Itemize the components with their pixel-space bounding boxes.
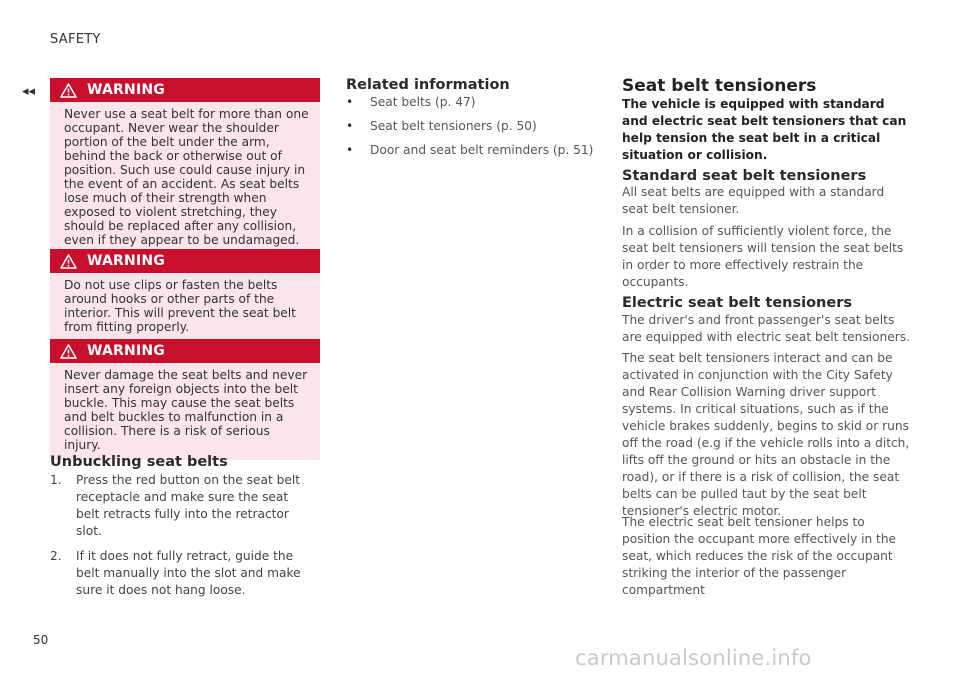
warning-header [50,78,320,102]
watermark: carmanualsonline.info [575,646,812,670]
list-item [50,548,310,599]
step-text: Press the red button on the seat belt receptacle and make sure the seat belt retracts fully into the retractor slot. [76,473,301,538]
warning-text: Do not use clips or fasten the belts around hooks or other parts of the interior. This will prevent the seat belt from fitting properly. [64,278,296,334]
continued-marker: ◂◂ [22,84,36,99]
electric-paragraph-2: The seat belt tensioners interact and can be activated in conjunction with the City Safety and Rear Collision Warning driver support systems. In critical situations, such as if the vehicle brakes suddenly, begins to skid or runs off the road (e.g if the vehicle rolls into a ditch, lifts off the ground or hits an obstacle in the road), or if there is a risk of collision, the seat belts can be pulled taut by the seat belt tensioner's electric motor. [622,351,910,518]
page-title: Seat belt tensioners [622,76,817,96]
step-text: If it does not fully retract, guide the belt manually into the slot and make sure it does not hang loose. [76,549,301,597]
step-number: 1. [50,473,62,487]
warning-box [50,249,320,342]
warning-title: WARNING [87,253,165,269]
warning-triangle-icon [60,254,77,269]
unbuckling-heading: Unbuckling seat belts [50,454,228,470]
warning-box [50,78,320,255]
standard-paragraph-2: In a collision of sufficiently violent force, the seat belt tensioners will tension the seat belts in order to more effectively restrain the occupants. [622,224,904,289]
related-heading: Related information [346,77,510,93]
unbuckling-steps [50,472,310,607]
page-number: 50 [33,633,49,647]
section-header: SAFETY [50,32,101,47]
related-link[interactable]: • Seat belts (p. 47) [346,95,476,109]
electric-heading: Electric seat belt tensioners [622,295,852,311]
related-link[interactable]: • Door and seat belt reminders (p. 51) [346,143,594,157]
warning-triangle-icon [60,83,77,98]
intro-text: The vehicle is equipped with standard and electric seat belt tensioners that can help tension the seat belt in a critical situation or collision. [622,97,907,162]
electric-paragraph-1: The driver's and front passenger's seat belts are equipped with electric seat belt tensioners. [622,313,910,344]
warning-header [50,339,320,363]
warning-header [50,249,320,273]
warning-box [50,339,320,460]
step-number: 2. [50,549,62,563]
list-item [50,472,310,540]
warning-title: WARNING [87,343,165,359]
warning-text: Never use a seat belt for more than one occupant. Never wear the shoulder portion of the belt under the arm, behind the back or otherwise out of position. Such use could cause injury in the event of an accident. As seat belts lose much of their strength when exposed to violent stretching, they should be replaced after any collision, even if they appear to be undamaged. [64,107,309,247]
warning-triangle-icon [60,344,77,359]
electric-paragraph-3: The electric seat belt tensioner helps to position the occupant more effectively in the seat, which reduces the risk of the occupant striking the interior of the passenger compartment [622,515,897,597]
related-list [346,94,596,166]
standard-paragraph-1: All seat belts are equipped with a standard seat belt tensioner. [622,185,885,216]
warning-title: WARNING [87,82,165,98]
warning-text: Never damage the seat belts and never insert any foreign objects into the belt buckle. This may cause the seat belts and belt buckles to malfunction in a collision. There is a risk of serious injury. [64,368,308,452]
related-link[interactable]: • Seat belt tensioners (p. 50) [346,119,537,133]
standard-heading: Standard seat belt tensioners [622,168,867,184]
